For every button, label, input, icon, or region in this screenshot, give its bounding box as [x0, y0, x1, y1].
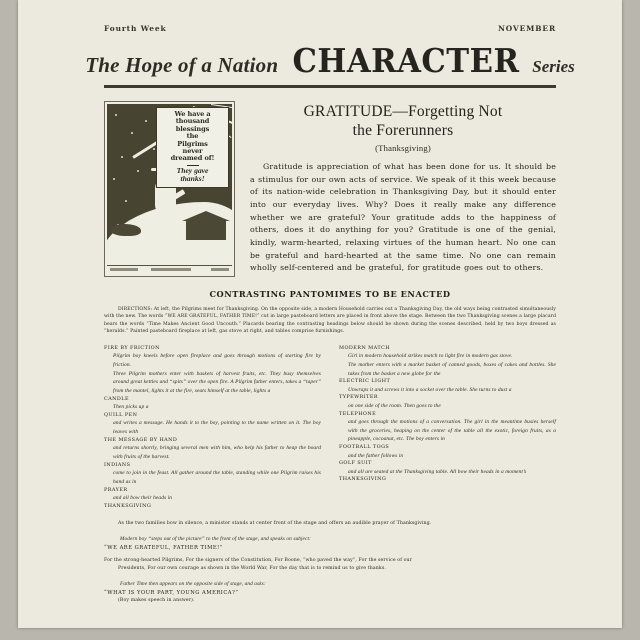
pantomime-stage-direction: on one side of the room. Then goes to the: [348, 402, 441, 409]
credit-mark: [110, 268, 138, 271]
issue-month: NOVEMBER: [498, 24, 556, 33]
closing-paragraph: As the two families bow in silence, a minister stands at center front of the stage and offers an audible prayer of Thanksgiving.: [118, 521, 432, 527]
pantomime-stage-direction: Three Pilgrim mothers enter with baskets of harvest fruits, etc. They busy themselves around great kettles and “spits” over the open fire. A Pilgrim father enters, takes a “taper” from the mantel, lights it at the fire, seats himself at the table, lights a: [113, 370, 321, 395]
document-page: [18, 0, 622, 628]
masthead-rule: [104, 85, 556, 88]
caption-line: dreamed of!: [170, 154, 215, 163]
caption-line: the: [186, 132, 199, 141]
illustration-credit-band: [107, 265, 232, 274]
pantomime-stage-direction: and the father follows in: [348, 452, 404, 459]
pantomime-stage-direction: and all bow their heads in: [113, 494, 173, 501]
pantomime-stage-direction: and all are seated at the Thanksgiving table. All bow their heads in a moment’s: [348, 468, 527, 475]
pantomime-cue: PRAYER: [104, 486, 128, 493]
pantomime-stage-direction: Unwraps it and screws it into a socket over the table. She turns to dust a: [348, 386, 512, 393]
caption-line: Pilgrims: [177, 139, 208, 148]
pantomime-cue: QUILL PEN: [104, 411, 138, 418]
closing-parenthetical: (Boy makes speech in answer).: [118, 598, 195, 604]
masthead-title-main: CHARACTER: [292, 41, 520, 80]
page-content-area: [85, 0, 575, 628]
pantomime-cue: THANKSGIVING: [339, 476, 387, 483]
pilgrim-foot-right: [167, 233, 181, 238]
pantomime-cue: GOLF SUIT: [339, 460, 372, 467]
illustration-panel: [104, 101, 235, 277]
closing-stage-direction-2: Father Time then appears on the opposite side of stage, and asks:: [120, 580, 266, 587]
caption-line: blessings: [175, 124, 210, 133]
closing-list-line-1: For the strong-hearted Pilgrims, For the signers of the Constitution, For Boone, “who paved the way”, For the service of our: [104, 558, 413, 564]
pilgrim-leg-right: [164, 209, 177, 237]
closing-stage-direction-1: Modern boy “steps out of the picture” to the front of the stage, and speaks on subject:: [120, 535, 311, 542]
pilgrim-foot-left: [151, 232, 165, 237]
article-lead-paragraph: Gratitude is appreciation of what has been done for us. It should be a stimulus for our own acts of service. We speak of it this week because of its nation-wide celebration in Thanksgiving Day, but it should enter into our everyday lives. Why? Does it really make any difference whether we are grateful? Your gratitude adds to the happiness of others, does it do anything for you? Gratitude is one of the genial, kindly, warm-hearted, relaxing virtues of the human heart. No one can be grateful and hard-hearted at the same time. No one can remain wholly self-centered and be grateful, for gratitude goes out to others.: [250, 161, 556, 273]
credit-mark: [211, 268, 229, 271]
masthead-title-row: [85, 41, 575, 80]
pantomime-cue: TELEPHONE: [339, 410, 377, 417]
pantomime-cue: TYPEWRITER: [339, 394, 379, 401]
article-title: [250, 103, 556, 141]
pantomimes-columns: [104, 345, 556, 510]
pantomime-column-right: [339, 345, 556, 510]
pantomime-stage-direction: The mother enters with a market basket of canned goods, boxes of cakes and bottles. She takes from the basket a new globe for the: [348, 361, 556, 377]
pantomime-stage-direction: and goes through the motions of a conversation. The girl in the meantime busies herself with the groceries, heaping on the center of the table all the exotic, foreign fruits, as a pineapple, cocoanut, etc. The boy enters in: [348, 418, 556, 443]
pantomimes-directions: DIRECTIONS: At left, the Pilgrims meet for Thanksgiving. On the opposite side, a modern Household carries out a Thanksgiving Day, the old ways being contrasted simultaneously with the new. The words “WE ARE GRATEFUL, FATHER TIME!” cut in large pasteboard letters are placed in front above the stage. Between the two Thanksgiving scenes a large placard bears the words “Time Makes Ancient Good Uncouth.” Placards bearing the contrasting headings below should be shown during the scenes described, held by two boys dressed as “heralds.” Painted pasteboard fireplace at left, gas stove at right, and tables comprise furnishings.: [104, 307, 556, 335]
masthead: [85, 0, 575, 88]
caption-line: We have a: [174, 110, 211, 118]
caption-script-line: thanks!: [180, 173, 205, 183]
pantomime-cue: FIRE BY FRICTION: [104, 344, 160, 351]
rock-shape: [111, 224, 141, 236]
masthead-title-left: The Hope of a Nation: [85, 53, 279, 77]
pantomime-stage-direction: Pilgrim boy kneels before open fireplace and goes through motions of starting fire by friction.: [113, 353, 321, 368]
closing-quote-2: “WHAT IS YOUR PART, YOUNG AMERICA?”: [104, 590, 239, 597]
pantomime-column-left: [104, 345, 321, 510]
illustration-artwork: [107, 104, 232, 264]
pantomime-cue: THE MESSAGE BY HAND: [104, 436, 178, 443]
caption-line: thousand: [175, 117, 210, 126]
pantomime-stage-direction: Girl in modern household strikes match to light fire in modern gas stove.: [348, 353, 513, 360]
caption-script-line: They gave: [176, 165, 209, 175]
article-subtitle: (Thanksgiving): [375, 142, 431, 153]
article-title-line-2: the Forerunners: [352, 121, 454, 139]
closing-section: [104, 520, 556, 603]
masthead-meta-row: [104, 24, 556, 33]
closing-quote-1: “WE ARE GRATEFUL, FATHER TIME!”: [104, 545, 223, 552]
pantomime-cue: ELECTRIC LIGHT: [339, 378, 391, 385]
pantomime-stage-direction: and returns shortly, bringing several men with him, who help his father to heap the board with fruits of the harvest.: [113, 445, 321, 460]
caption-line: never: [182, 146, 203, 155]
article-header-block: [104, 101, 556, 277]
pantomime-cue: INDIANS: [104, 461, 131, 468]
pantomime-cue: CANDLE: [104, 395, 129, 402]
pantomime-stage-direction: Then picks up a: [113, 404, 149, 411]
pantomime-cue: MODERN MATCH: [339, 344, 390, 351]
article-title-line-1: GRATITUDE—Forgetting Not: [303, 103, 503, 120]
credit-mark: [151, 268, 191, 271]
pantomime-cue: THANKSGIVING: [104, 502, 152, 509]
issue-week: Fourth Week: [104, 24, 167, 33]
cabin-icon: [186, 220, 226, 240]
closing-gratitude-list: [104, 557, 556, 573]
pantomime-stage-direction: and writes a message. He hands it to the boy, pointing to the name written on it. The boy leaves with: [113, 420, 321, 436]
pantomime-cue: FOOTBALL TOGS: [339, 444, 390, 451]
illustration-caption-box: [156, 107, 229, 188]
article-text-column: [235, 101, 556, 275]
pantomime-stage-direction: come to join in the feast. All gather around the table, standing while one Pilgrim raises his hand as in: [113, 470, 321, 485]
closing-list-line-2: Presidents, For our own courage as shown in the World War, For the day that is to remind us to give thanks.: [118, 565, 386, 571]
pantomimes-heading: CONTRASTING PANTOMIMES TO BE ENACTED: [209, 289, 451, 299]
masthead-title-right: Series: [532, 57, 575, 76]
